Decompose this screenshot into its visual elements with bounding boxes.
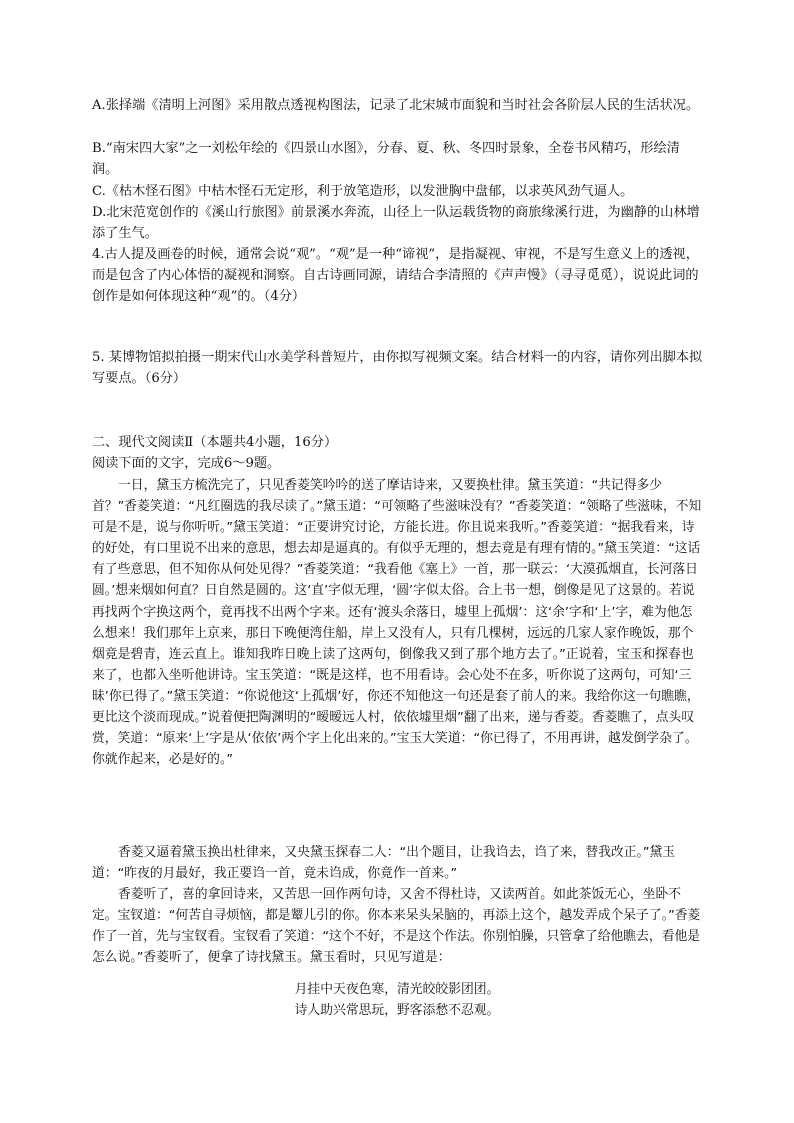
story-paragraph-3: 香菱听了，喜的拿回诗来，又苦思一回作两句诗，又舍不得杜诗，又读两首。如此茶饭无心，坐卧不定。宝钗道：“何苦自寻烦恼，都是颦儿引的你。你本来呆头呆脑的，再添上这个，越发弄成个呆子了。”香菱作了一首，先与宝钗看。宝钗看了笑道：“这个不好，不是这个作法。你别怕臊，只管拿了给他瞧去，看他是怎么说。”香菱听了，便拿了诗找黛玉。黛玉看时，只见写道是：: [92, 887, 701, 966]
section-heading: 二、现代文阅读Ⅱ（本题共4小题，16分）: [92, 435, 338, 450]
story-paragraph-1: 一日，黛玉方梳洗完了，只见香菱笑吟吟的送了摩诘诗来，又要换杜律。黛玉笑道：“共记得多少首？”香菱笑道：“凡红圈选的我尽读了。”黛玉道：“可领略了些滋味没有？”香菱笑道：“领略了些滋味，不知可是不是，说与你听听。”黛玉笑道：“正要讲究讨论，方能长进。你且说来我听。”香菱笑道：“据我看来，诗的好处，有口里说不出来的意思，想去却是逼真的。有似乎无理的，想去竟是有理有情的。”黛玉笑道：“这话有了些意思，但不知你从何处见得？”香菱笑道：“我看他《塞上》一首，那一联云：‘大漠孤烟直，长河落日圆。’想来烟如何直？日自然是圆的。这‘直’字似无理，‘圆’字似太俗。合上书一想，倒像是见了这景的。若说再找两个字换这两个，竟再找不出两个字来。还有‘渡头余落日，墟里上孤烟’：这‘余’字和‘上’字，难为他怎么想来！我们那年上京来，那日下晚便湾住船，岸上又没有人，只有几棵树，远远的几家人家作晚饭，那个烟竟是碧青，连云直上。谁知我昨日晚上读了这两句，倒像我又到了那个地方去了。”正说着，宝玉和探春也来了，也都入坐听他讲诗。宝玉笑道：“既是这样，也不用看诗。会心处不在多，听你说了这两句，可知‘三昧’你已得了。”黛玉笑道：“你说他这‘上孤烟’好，你还不知他这一句还是套了前人的来。我给你这一句瞧瞧，更比这个淡而现成。”说着便把陶渊明的“暧暧远人村，依依墟里烟”翻了出来，递与香菱。香菱瞧了，点头叹赏，笑道：“原来‘上’字是从‘依依’两个字上化出来的。”宝玉大笑道：“你已得了，不用再讲，越发倒学杂了。你就作起来，必是好的。”: [92, 478, 702, 768]
question-5: 5. 某博物馆拟拍摄一期宋代山水美学科普短片，由你拟写视频文案。结合材料一的内容，请你列出脚本拟写要点。（6分）: [92, 350, 703, 387]
option-a: A.张择端《清明上河图》采用散点透视构图法，记录了北宋城市面貌和当时社会各阶层人民的生活状况。: [92, 98, 700, 113]
story-paragraph-2: 香菱又逼着黛玉换出杜律来，又央黛玉探春二人：“出个题目，让我诌去，诌了来，替我改正。”黛玉道：“昨夜的月最好，我正要诌一首，竟未诌成，你竟作一首来。”: [92, 845, 676, 882]
question-4: 4.古人提及画卷的时候，通常会说“观”。“观”是一种“谛视”，是指凝视、审视，不是写生意义上的透视，而是包含了内心体悟的凝视和洞察。自古诗画同源，请结合李清照的《声声慢》（寻寻觅觅），说说此词的创作是如何体现这种“观”的。（4分）: [92, 247, 699, 305]
option-b: B.“南宋四大家”之一刘松年绘的《四景山水图》，分春、夏、秋、冬四时景象，全卷书风精巧，形绘清润。: [92, 141, 680, 178]
option-d: D.北宋范宽创作的《溪山行旅图》前景溪水奔流，山径上一队运载货物的商旅缘溪行进，为幽静的山林增添了生气。: [92, 205, 700, 242]
option-c: C.《枯木怪石图》中枯木怪石无定形，利于放笔造形，以发泄胸中盘郁，以求英风劲气逼人。: [92, 184, 634, 199]
poem-line-1: 月挂中天夜色寒，清光皎皎影团团。: [294, 982, 500, 997]
section-instruction: 阅读下面的文字，完成6～9题。: [92, 456, 281, 471]
poem-line-2: 诗人助兴常思玩，野客添愁不忍观。: [294, 1003, 500, 1018]
